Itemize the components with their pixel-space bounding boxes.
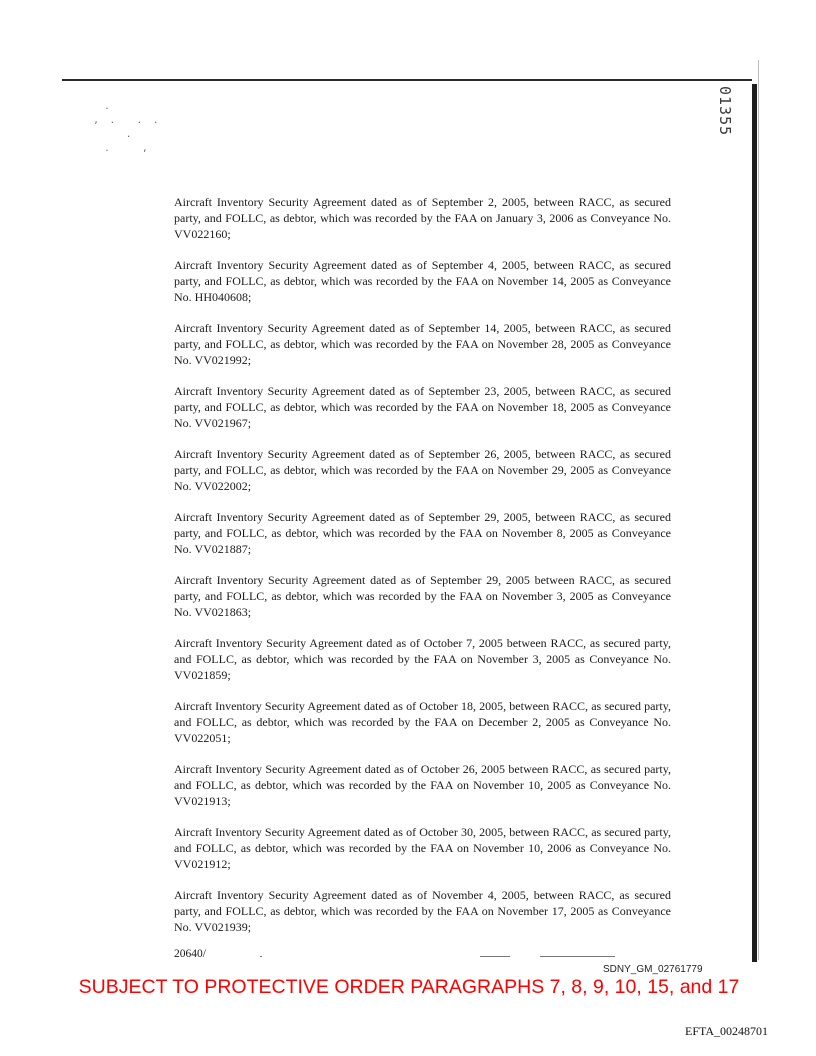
document-id: 20640/ [174, 948, 206, 960]
agreement-paragraph: Aircraft Inventory Security Agreement dated as of September 29, 2005, between RACC, as secured party, and FOLLC, as debtor, which was recorded by the FAA on November 8, 2005 as Conveyance No. VV021887; [174, 510, 671, 556]
agreement-paragraph: Aircraft Inventory Security Agreement dated as of October 26, 2005 between RACC, as secured party, and FOLLC, as debtor, which was recorded by the FAA on November 10, 2005 as Conveyance No. VV021913; [174, 762, 671, 808]
side-stamp-number: 01355 [716, 86, 734, 137]
document-body [174, 194, 671, 960]
agreement-paragraph: Aircraft Inventory Security Agreement dated as of September 23, 2005, between RACC, as secured party, and FOLLC, as debtor, which was recorded by the FAA on November 18, 2005 as Conveyance No. VV021967; [174, 384, 671, 430]
protective-order-notice: SUBJECT TO PROTECTIVE ORDER PARAGRAPHS 7, 8, 9, 10, 15, and 17 [78, 976, 740, 998]
agreement-paragraph: Aircraft Inventory Security Agreement dated as of September 26, 2005, between RACC, as secured party, and FOLLC, as debtor, which was recorded by the FAA on November 29, 2005 as Conveyance No. VV022002; [174, 447, 671, 493]
bates-number: SDNY_GM_02761779 [603, 964, 703, 975]
agreement-paragraph: Aircraft Inventory Security Agreement dated as of September 29, 2005 between RACC, as secured party, and FOLLC, as debtor, which was recorded by the FAA on November 3, 2005 as Conveyance No. VV021863; [174, 573, 671, 619]
agreement-paragraph: Aircraft Inventory Security Agreement dated as of October 30, 2005, between RACC, as secured party, and FOLLC, as debtor, which was recorded by the FAA on November 10, 2006 as Conveyance No. VV021912; [174, 825, 671, 871]
right-edge-line [758, 60, 759, 960]
scan-specks: . , . . . . . , [93, 102, 159, 154]
agreement-paragraph: Aircraft Inventory Security Agreement dated as of September 4, 2005, between RACC, as secured party, and FOLLC, as debtor, which was recorded by the FAA on November 14, 2005 as Conveyance No. HH040608; [174, 258, 671, 304]
agreement-paragraph: Aircraft Inventory Security Agreement dated as of September 2, 2005, between RACC, as secured party, and FOLLC, as debtor, which was recorded by the FAA on January 3, 2006 as Conveyance No. VV022160; [174, 195, 671, 241]
agreement-paragraph: Aircraft Inventory Security Agreement dated as of October 7, 2005 between RACC, as secured party, and FOLLC, as debtor, which was recorded by the FAA on November 3, 2005 as Conveyance No. VV021859; [174, 636, 671, 682]
agreement-paragraph: Aircraft Inventory Security Agreement dated as of November 4, 2005, between RACC, as secured party, and FOLLC, as debtor, which was recorded by the FAA on November 17, 2005 as Conveyance No. VV021939; [174, 888, 671, 934]
agreement-paragraph: Aircraft Inventory Security Agreement dated as of September 14, 2005, between RACC, as secured party, and FOLLC, as debtor, which was recorded by the FAA on November 28, 2005 as Conveyance No. VV021992; [174, 321, 671, 367]
agreement-paragraph: Aircraft Inventory Security Agreement dated as of October 18, 2005, between RACC, as secured party, and FOLLC, as debtor, which was recorded by the FAA on December 2, 2005 as Conveyance No. VV022051; [174, 699, 671, 745]
efta-number: EFTA_00248701 [685, 1024, 769, 1038]
top-rule [62, 79, 752, 81]
right-edge-bar [752, 84, 757, 962]
